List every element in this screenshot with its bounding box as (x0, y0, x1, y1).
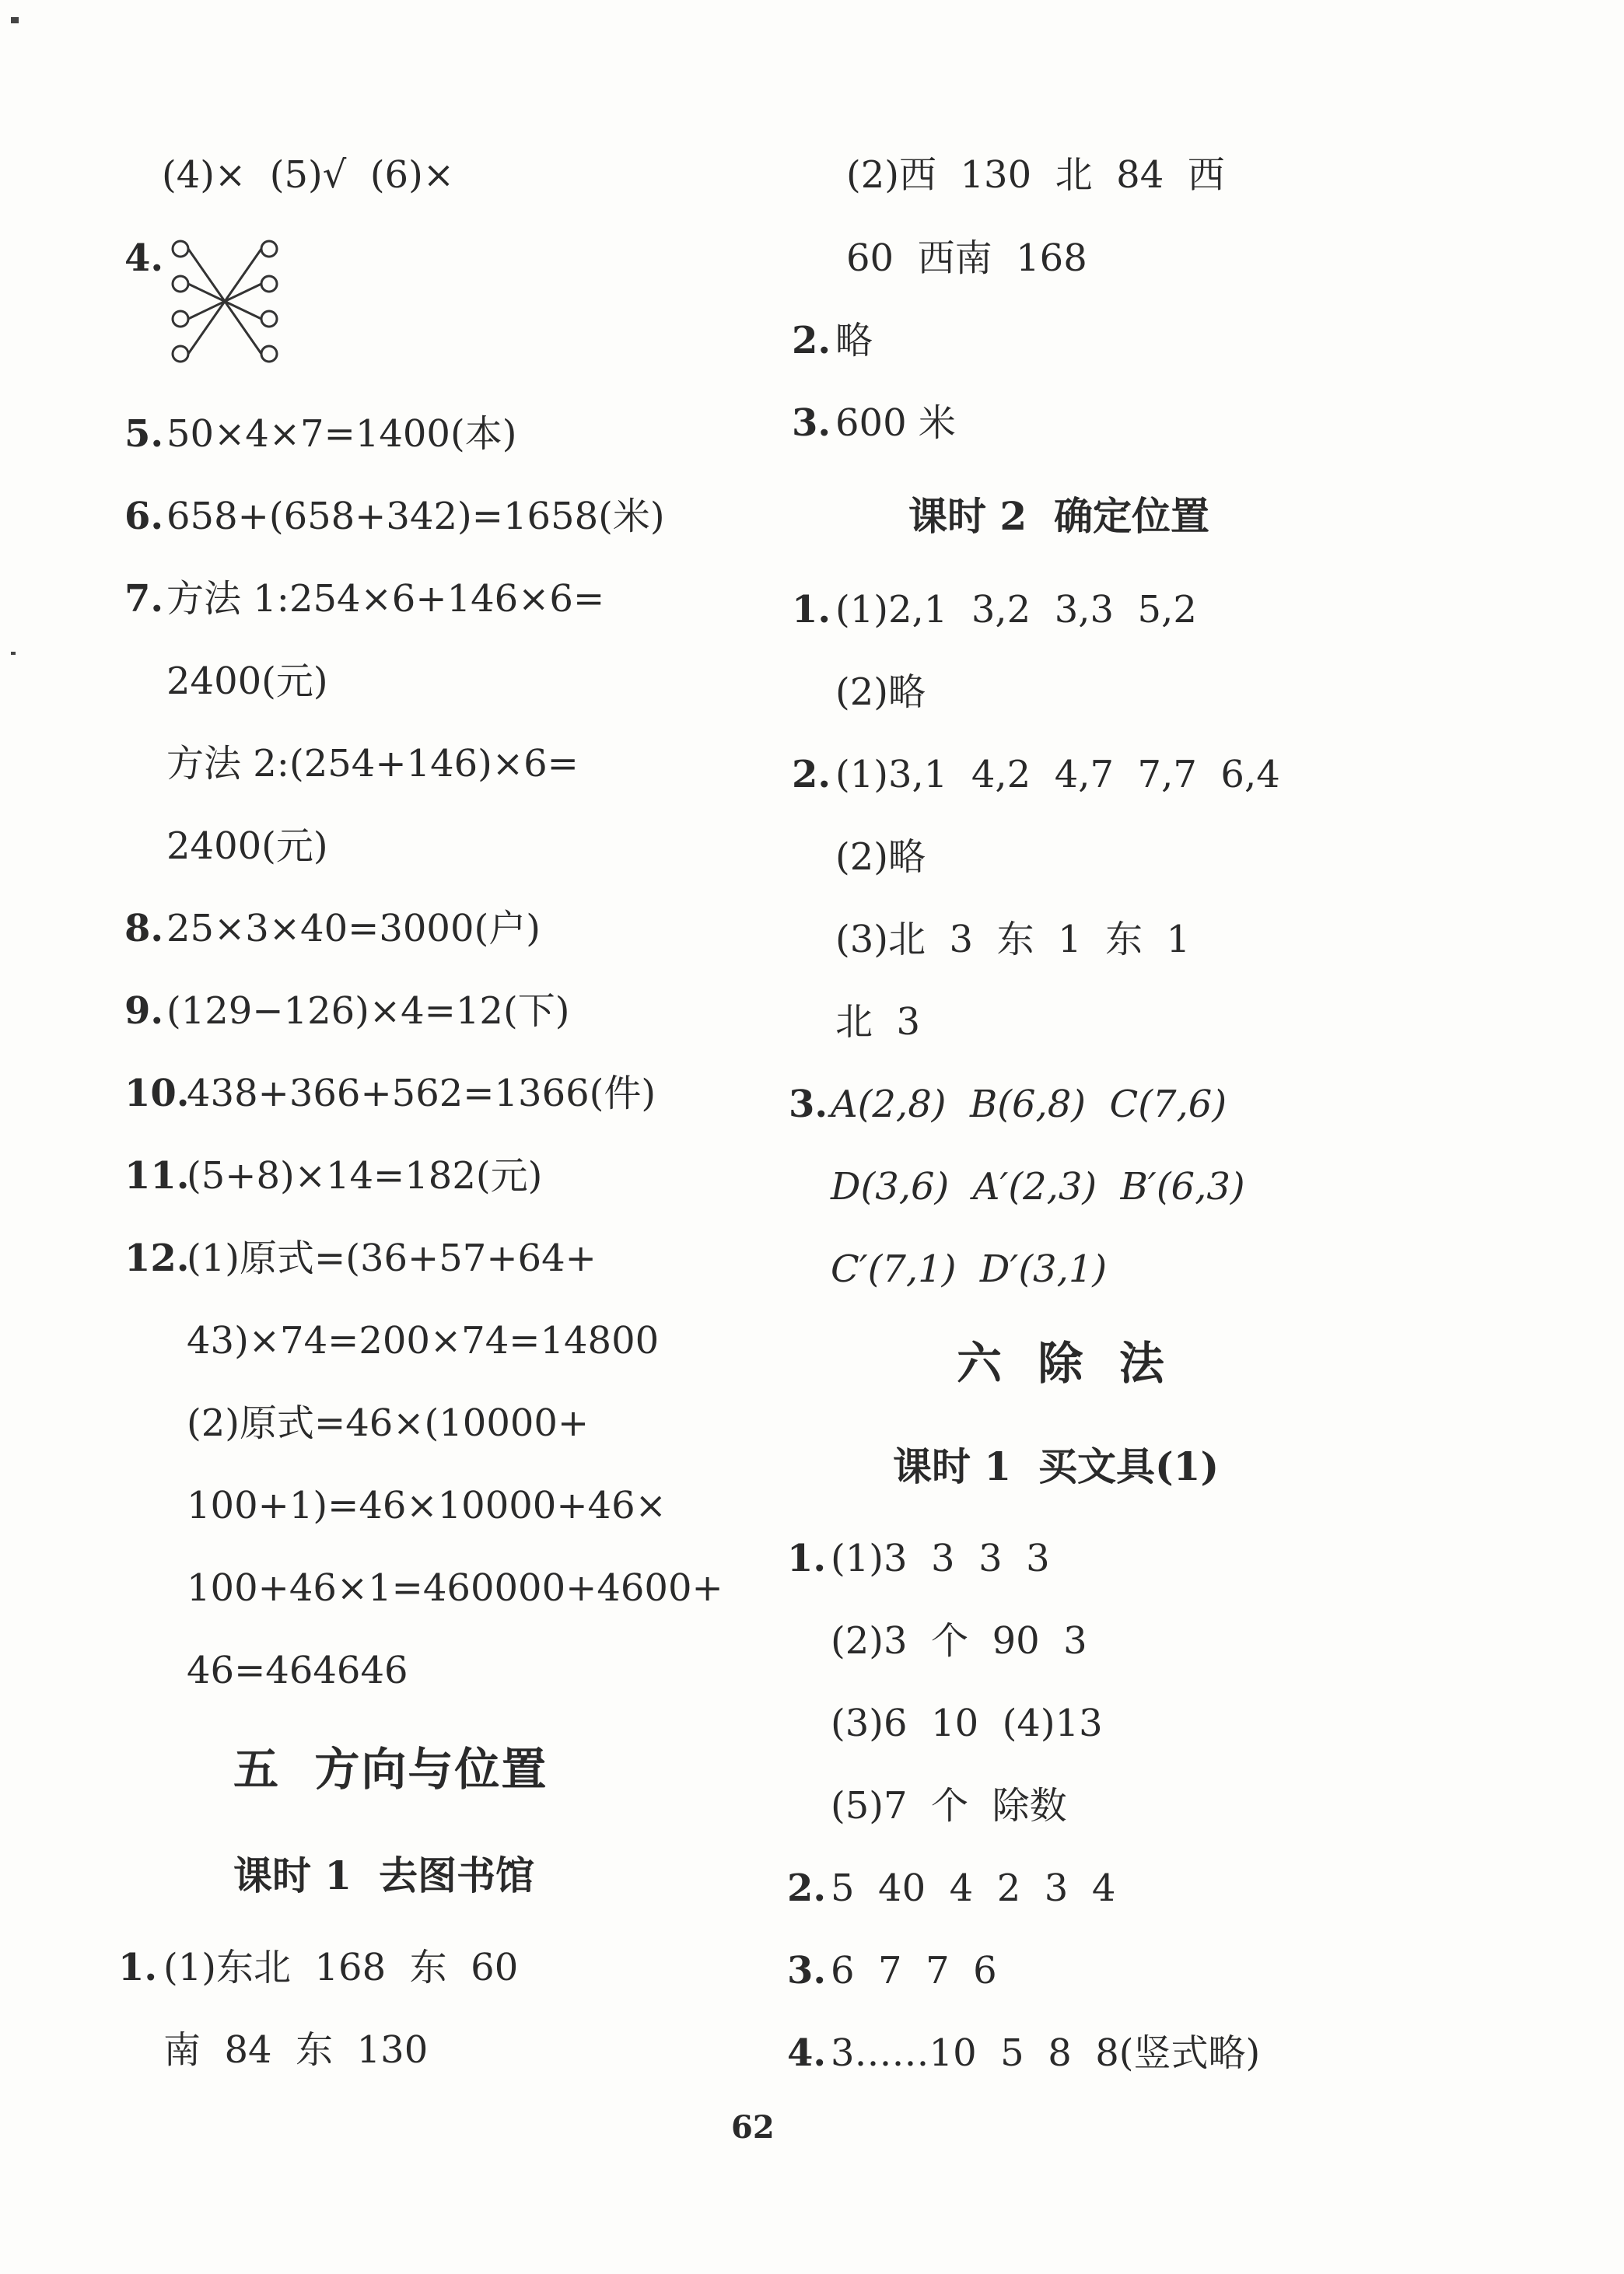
answer-line: (5+8)×14=182(元) (187, 1154, 543, 1198)
item-number: 7. (124, 577, 164, 621)
item-number: 2. (792, 319, 831, 362)
answer-line: 43)×74=200×74=14800 (187, 1319, 660, 1363)
answer-line: (1)3 3 3 3 (831, 1537, 1050, 1580)
answer-line: 100+1)=46×10000+46× (187, 1484, 667, 1527)
item-number: 3. (789, 1083, 828, 1126)
answer-line: 438+366+562=1366(件) (187, 1072, 656, 1115)
answer-line: 2400(元) (166, 659, 328, 703)
answer-line: 658+(658+342)=1658(米) (166, 495, 665, 538)
answer-line: C′(7,1) D′(3,1) (831, 1247, 1108, 1291)
item-number: 8. (124, 907, 164, 950)
answer-line: 南 84 东 130 (163, 2028, 429, 2072)
answer-line: 6 7 7 6 (831, 1949, 997, 1992)
item-number: 1. (787, 1537, 827, 1580)
page-number: 62 (731, 2109, 775, 2146)
item-number: 4. (124, 236, 164, 280)
answer-line: (4)× (5)√ (6)× (162, 153, 455, 197)
item-number: 3. (792, 401, 831, 445)
answer-line: 50×4×7=1400(本) (166, 412, 517, 456)
lesson-heading: 课时 2 确定位置 (908, 493, 1210, 539)
answer-line: 25×3×40=3000(户) (166, 907, 541, 950)
item-number: 1. (792, 588, 831, 631)
answer-line: (1)3,1 4,2 4,7 7,7 6,4 (835, 753, 1280, 796)
item-number: 3. (787, 1949, 827, 1992)
item-number: 1. (118, 1946, 158, 1989)
answer-line: 北 3 (835, 1000, 921, 1044)
answer-line: (2)原式=46×(10000+ (187, 1401, 590, 1445)
scan-mark (11, 652, 16, 655)
item-number: 2. (792, 753, 831, 796)
unit-heading: 五 方向与位置 (233, 1743, 548, 1796)
answer-line: (1)2,1 3,2 3,3 5,2 (835, 588, 1197, 631)
answer-line: 60 西南 168 (846, 236, 1087, 280)
answer-line: (1)原式=(36+57+64+ (187, 1237, 597, 1280)
answer-line: (1)东北 168 东 60 (163, 1946, 519, 1989)
answer-line: (5)7 个 除数 (831, 1784, 1067, 1828)
answer-line: 600 米 (835, 401, 956, 445)
item-number: 12. (124, 1237, 190, 1280)
answer-line: 略 (835, 319, 873, 362)
answer-line: 方法 1:254×6+146×6= (166, 577, 605, 621)
answer-line: (3)6 10 (4)13 (831, 1702, 1103, 1745)
answer-line: A(2,8) B(6,8) C(7,6) (831, 1083, 1227, 1126)
item-number: 11. (124, 1154, 190, 1198)
item-number: 4. (787, 2031, 827, 2075)
item-number: 9. (124, 989, 164, 1033)
answer-line: 100+46×1=460000+4600+ (187, 1566, 723, 1610)
answer-line: (2)略 (835, 670, 926, 714)
answer-line: 3……10 5 8 8(竖式略) (831, 2031, 1261, 2075)
answer-line: (2)3 个 90 3 (831, 1619, 1087, 1663)
item-number: 2. (787, 1866, 827, 1910)
item-number: 6. (124, 495, 164, 538)
answer-line: (129−126)×4=12(下) (166, 989, 570, 1033)
item-number: 10. (124, 1072, 190, 1115)
answer-line: (2)略 (835, 835, 926, 879)
answer-line: 2400(元) (166, 824, 328, 868)
lesson-heading: 课时 1 买文具(1) (893, 1443, 1220, 1489)
matching-diagram (166, 233, 283, 373)
answer-line: 5 40 4 2 3 4 (831, 1866, 1116, 1910)
item-number: 5. (124, 412, 164, 456)
unit-heading: 六 除 法 (957, 1337, 1166, 1390)
lesson-heading: 课时 1 去图书馆 (233, 1852, 535, 1898)
answer-line: 46=464646 (187, 1649, 408, 1692)
answer-line: 方法 2:(254+146)×6= (166, 742, 579, 785)
answer-line: (3)北 3 东 1 东 1 (835, 918, 1191, 961)
scan-mark (11, 17, 19, 23)
answer-line: (2)西 130 北 84 西 (846, 153, 1225, 197)
answer-line: D(3,6) A′(2,3) B′(6,3) (831, 1165, 1245, 1209)
